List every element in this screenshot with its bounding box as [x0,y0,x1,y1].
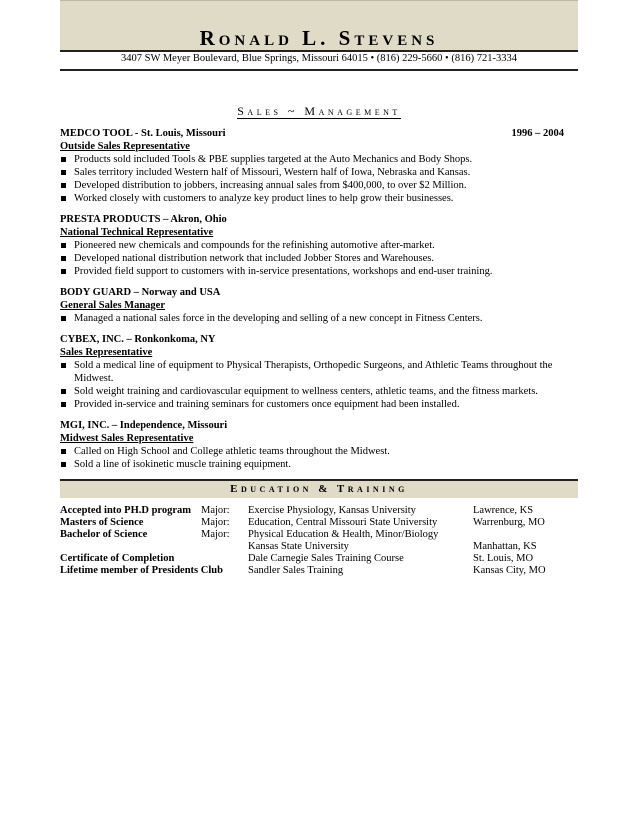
education-detail: Dale Carnegie Sales Training Course [248,553,404,564]
education-location: Manhattan, KS [473,541,537,552]
bullet-text: Provided field support to customers with in-service presentations, workshops and end-user training. [74,266,493,277]
bullet-text: Developed distribution to jobbers, increasing annual sales from $400,000, to over $2 Million. [74,180,467,191]
job-bullet-list [60,312,564,325]
table-row [60,517,564,529]
job-company: MEDCO TOOL - St. Louis, Missouri [60,128,226,139]
job-title: Outside Sales Representative [60,141,190,152]
bullet-square-icon [61,157,66,162]
education-major-label: Major: [201,529,230,540]
education-detail: Exercise Physiology, Kansas University [248,505,416,516]
education-credential: Certificate of Completion [60,553,175,564]
job-bullet-list [60,153,564,205]
education-header-band [60,479,578,498]
job-title: General Sales Manager [60,300,165,311]
list-item [60,359,564,385]
job-dates: 1996 – 2004 [511,128,564,139]
education-major-label: Major: [201,517,230,528]
bullet-square-icon [61,269,66,274]
job-title: National Technical Representative [60,227,214,238]
bullet-text: Sales territory included Western half of Missouri, Western half of Iowa, Nebraska and Kansas. [74,167,471,178]
education-location: Lawrence, KS [473,505,534,516]
job-entry [60,127,564,205]
applicant-name: Ronald L. Stevens [199,26,439,50]
list-item [60,153,564,166]
bullet-text: Managed a national sales force in the developing and selling of a new concept in Fitness Centers. [74,313,483,324]
job-header [60,419,564,432]
job-company: MGI, INC. – Independence, Missouri [60,420,228,431]
table-row [60,505,564,517]
list-item [60,458,564,471]
bullet-square-icon [61,243,66,248]
job-header [60,333,564,346]
job-header [60,213,564,226]
bullet-square-icon [61,402,66,407]
bullet-square-icon [61,389,66,394]
education-detail: Kansas State University [248,541,349,552]
list-item [60,179,564,192]
bullet-square-icon [61,462,66,467]
bullet-square-icon [61,449,66,454]
table-row [60,529,564,541]
bullet-text: Sold a medical line of equipment to Physical Therapists, Orthopedic Surgeons, and Athletic Teams throughout the Midwest. [74,360,553,384]
education-detail: Education, Central Missouri State University [248,517,438,528]
sales-section-heading [60,104,578,119]
job-bullet-list [60,445,564,471]
table-row [60,565,564,577]
bullet-square-icon [61,363,66,368]
list-item [60,239,564,252]
list-item [60,252,564,265]
list-item [60,398,564,411]
list-item [60,445,564,458]
bullet-square-icon [61,196,66,201]
job-company: PRESTA PRODUCTS – Akron, Ohio [60,214,227,225]
education-major-label: Major: [201,505,230,516]
bullet-text: Sold weight training and cardiovascular equipment to wellness centers, athletic teams, and the fitness markets. [74,386,538,397]
list-item [60,265,564,278]
table-row [60,553,564,565]
education-location: Warrenburg, MO [473,517,545,528]
job-title: Midwest Sales Representative [60,433,194,444]
contact-bottom-rule [60,69,578,71]
bullet-square-icon [61,170,66,175]
contact-top-rule [60,50,578,52]
job-entry [60,213,564,278]
education-section-title: Education & Training [230,483,408,495]
list-item [60,166,564,179]
job-company: BODY GUARD – Norway and USA [60,287,221,298]
job-header [60,286,564,299]
job-list [60,127,564,479]
list-item [60,312,564,325]
job-bullet-list [60,239,564,278]
bullet-text: Called on High School and College athletic teams throughout the Midwest. [74,446,390,457]
job-entry [60,286,564,325]
list-item [60,385,564,398]
bullet-text: Developed national distribution network that included Jobber Stores and Warehouses. [74,253,434,264]
education-table [60,505,564,577]
sales-section-title: Sales ~ Management [237,104,401,118]
contact-line: 3407 SW Meyer Boulevard, Blue Springs, Missouri 64015 • (816) 229-5660 • (816) 721-3334 [121,53,517,64]
bullet-text: Worked closely with customers to analyze key product lines to help grow their businesses. [74,193,454,204]
bullet-text: Sold a line of isokinetic muscle training equipment. [74,459,291,470]
table-row [60,541,564,553]
list-item [60,192,564,205]
job-company: CYBEX, INC. – Ronkonkoma, NY [60,334,216,345]
name-header-band [60,0,578,51]
bullet-square-icon [61,316,66,321]
education-detail: Physical Education & Health, Minor/Biology [248,529,439,540]
education-credential: Accepted into PH.D program [60,505,192,516]
bullet-square-icon [61,256,66,261]
job-title: Sales Representative [60,347,153,358]
job-entry [60,333,564,411]
education-detail: Sandler Sales Training [248,565,344,576]
job-header [60,127,564,140]
bullet-text: Pioneered new chemicals and compounds for the refinishing automotive after-market. [74,240,435,251]
bullet-text: Provided in-service and training seminars for customers once equipment had been installed. [74,399,460,410]
job-bullet-list [60,359,564,411]
education-location: St. Louis, MO [473,553,534,564]
education-credential: Lifetime member of Presidents Club [60,565,223,576]
education-credential: Bachelor of Science [60,529,148,540]
bullet-square-icon [61,183,66,188]
education-location: Kansas City, MO [473,565,546,576]
bullet-text: Products sold included Tools & PBE supplies targeted at the Auto Mechanics and Body Shops. [74,154,473,165]
education-credential: Masters of Science [60,517,144,528]
job-entry [60,419,564,471]
